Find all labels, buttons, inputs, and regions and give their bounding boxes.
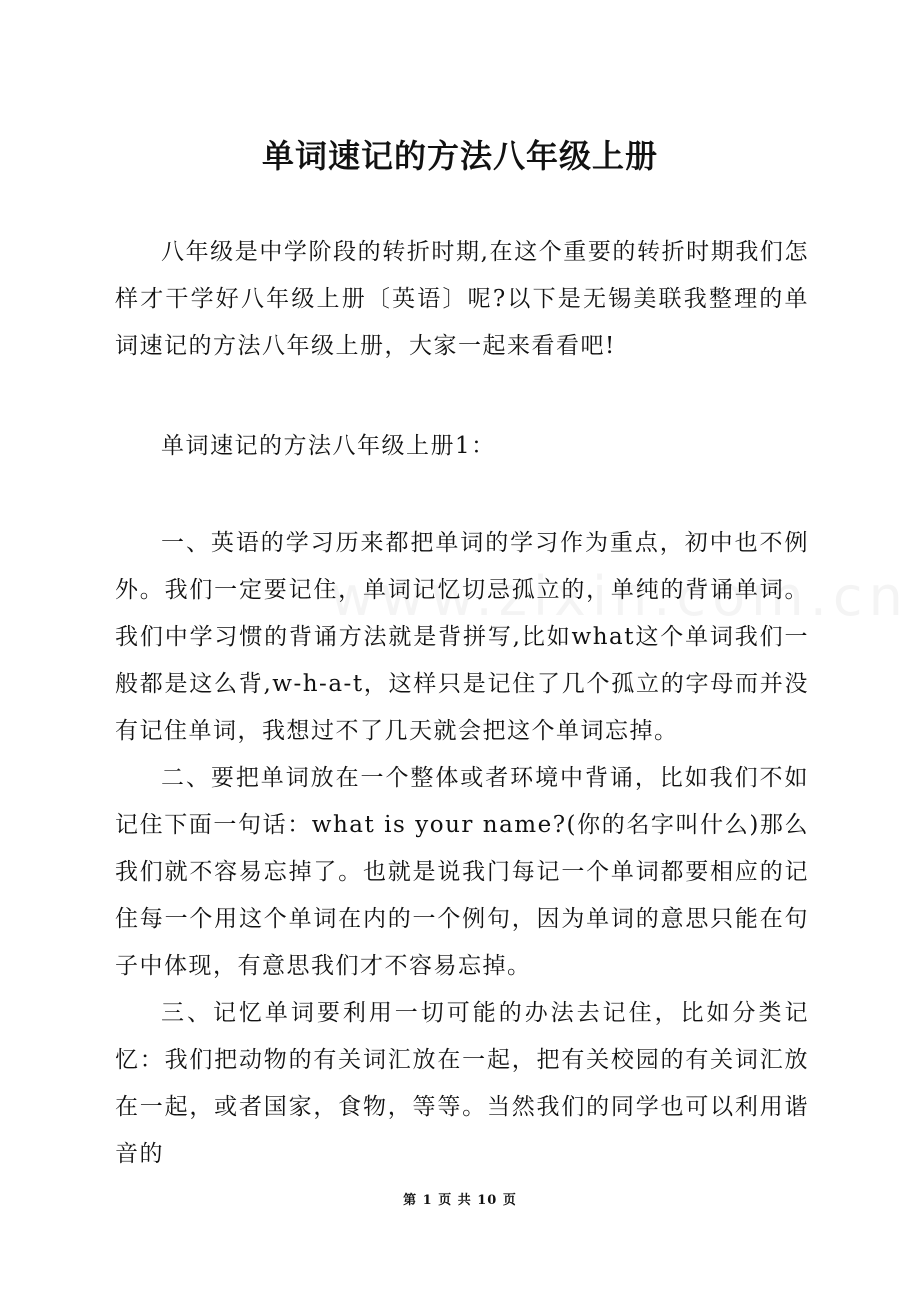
section-heading: 单词速记的方法八年级上册1：: [161, 433, 496, 459]
document-title: 单词速记的方法八年级上册: [261, 137, 658, 175]
page-number-footer: 第 1 页 共 10 页: [403, 1193, 517, 1208]
point-one-paragraph: 一、英语的学习历来都把单词的学习作为重点，初中也不例外。我们一定要记住，单词记忆切忌孤立的，单纯的背诵单词。我们中学习惯的背诵方法就是背拼写,比如what这个单词我们一般都是这么背,w-h-a-t，这样只是记住了几个孤立的字母而并没有记住单词，我想过不了几天就会把这个单词忘掉。: [115, 530, 809, 744]
intro-paragraph: 八年级是中学阶段的转折时期,在这个重要的转折时期我们怎样才干学好八年级上册〔英语〕呢?以下是无锡美联我整理的单词速记的方法八年级上册，大家一起来看看吧!: [115, 239, 809, 359]
point-two-paragraph: 二、要把单词放在一个整体或者环境中背诵，比如我们不如记住下面一句话：what is your name?(你的名字叫什么)那么我们就不容易忘掉了。也就是说我门每记一个单词都要相应的记住每一个用这个单词在内的一个例句，因为单词的意思只能在句子中体现，有意思我们才不容易忘掉。: [115, 765, 809, 979]
point-three-paragraph: 三、记忆单词要利用一切可能的办法去记住，比如分类记忆：我们把动物的有关词汇放在一起，把有关校园的有关词汇放在一起，或者国家，食物，等等。当然我们的同学也可以利用谐音的: [115, 1000, 809, 1167]
points-block: [115, 520, 809, 1178]
